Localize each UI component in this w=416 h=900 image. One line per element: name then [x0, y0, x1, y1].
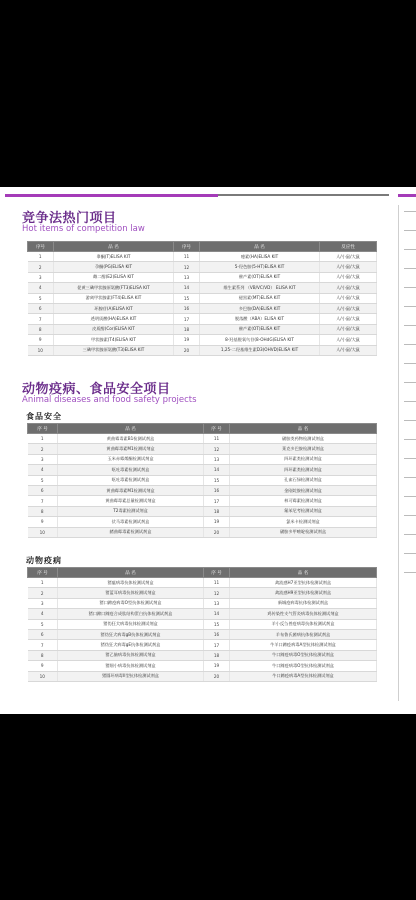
table-cell: 呕吐毒素检测试剂盒: [58, 465, 204, 475]
table-cell: 1: [28, 434, 58, 444]
table-cell: 透明质酸(HA)ELISA KIT: [54, 314, 174, 324]
table-row: [28, 527, 377, 537]
table-cell: 猪蓝耳病毒抗体检测试剂盒: [58, 588, 204, 598]
table-row: [28, 283, 377, 293]
food-safety-table: [27, 423, 377, 538]
table-cell: 9: [28, 335, 54, 345]
table-cell: 17: [204, 496, 230, 506]
table-cell: 金刚烷胺检测试剂盒: [230, 485, 377, 495]
table-cell: 18: [204, 650, 230, 660]
table-cell: 猪乙脑病毒抗体检测试剂盒: [58, 650, 204, 660]
divider-line: [218, 194, 389, 196]
table-cell: 1,25-二羟基维生素D3(OHVD)ELISA KIT: [200, 345, 320, 355]
column-header: 序 号: [28, 424, 58, 434]
table-row: [28, 475, 377, 485]
table-cell: 7: [28, 496, 58, 506]
table-cell: 多巴胺(DA)ELISA KIT: [200, 303, 320, 313]
table-cell: 12: [204, 444, 230, 454]
table-cell: 11: [174, 252, 200, 262]
table-cell: 19: [174, 335, 200, 345]
table-row: [28, 629, 377, 639]
table-cell: 牛羊口蹄疫病毒A型抗体检测试剂盒: [230, 640, 377, 650]
table-row: [28, 434, 377, 444]
table-row: [28, 517, 377, 527]
table-row: [28, 496, 377, 506]
table-row: [28, 650, 377, 660]
table-cell: 5: [28, 619, 58, 629]
table-cell: 甲状腺素(T4)ELISA KIT: [54, 335, 174, 345]
table-cell: 人/小鼠/大鼠: [320, 293, 377, 303]
animal-disease-heading: 动物疫病: [26, 556, 62, 565]
table-cell: 10: [28, 527, 58, 537]
column-header: 品 名: [230, 424, 377, 434]
table-cell: 13: [174, 272, 200, 282]
table-cell: 牛口蹄疫病毒O型抗体检测试剂盒: [230, 661, 377, 671]
table-cell: 5: [28, 293, 54, 303]
column-header: 序 号: [28, 568, 58, 578]
table-cell: 13: [204, 598, 230, 608]
table-cell: 1: [28, 578, 58, 588]
table-cell: 猪伪狂犬病毒抗体检测试剂盒: [58, 619, 204, 629]
table-cell: 四环素类检测试剂盒: [230, 465, 377, 475]
table-cell: 黄曲霉毒素M1检测试剂盒: [58, 485, 204, 495]
table-cell: 鸡传染性支气管炎病毒抗体检测试剂盒: [230, 609, 377, 619]
table-cell: 9: [28, 661, 58, 671]
table-row: [28, 303, 377, 313]
table-cell: 新城疫病毒抗体检测试剂盒: [230, 598, 377, 608]
table-cell: 18: [174, 324, 200, 334]
table-cell: 人/小鼠/大鼠: [320, 283, 377, 293]
table-cell: 呕吐毒素检测试剂盒: [58, 475, 204, 485]
column-header: 序号: [174, 242, 200, 252]
column-header: 品 名: [58, 568, 204, 578]
table-cell: 人/小鼠/大鼠: [320, 303, 377, 313]
table-row: [28, 293, 377, 303]
table-row: [28, 252, 377, 262]
table-cell: 猪口蹄口蹄疫合成肽结构蛋白抗体检测试剂盒: [58, 609, 204, 619]
table-cell: 15: [204, 475, 230, 485]
table-cell: 15: [204, 619, 230, 629]
table-cell: 2: [28, 444, 58, 454]
table-cell: 8: [28, 324, 54, 334]
table-cell: 莱克多巴胺检测试剂盒: [230, 444, 377, 454]
document-page: [0, 187, 416, 714]
table-cell: 猪细小病毒抗体检测试剂盒: [58, 661, 204, 671]
column-header: 序 号: [204, 424, 230, 434]
table-cell: 猪瘟病毒抗体检测试剂盒: [58, 578, 204, 588]
table-cell: 3: [28, 272, 54, 282]
table-cell: 14: [204, 609, 230, 619]
table-cell: 黄曲霉毒素总量检测试剂盒: [58, 496, 204, 506]
table-cell: 氯米卡检测试剂盒: [230, 517, 377, 527]
table-row: [28, 485, 377, 495]
table-cell: 4: [28, 609, 58, 619]
table-row: [28, 454, 377, 464]
table-cell: 3: [28, 598, 58, 608]
table-row: [28, 345, 377, 355]
table-cell: 14: [174, 283, 200, 293]
section2-title: 动物疫病、食品安全项目: [22, 382, 171, 397]
table-cell: 羊布鲁氏菌病抗体检测试剂盒: [230, 629, 377, 639]
column-header: 品 名: [54, 242, 174, 252]
table-cell: 7: [28, 640, 58, 650]
table-cell: 磺胺多甲嘧啶检测试剂盒: [230, 527, 377, 537]
table-cell: 人/小鼠/大鼠: [320, 345, 377, 355]
section1-title: 竞争法热门项目: [22, 211, 117, 226]
table-cell: 褪黑素(MT)ELISA KIT: [200, 293, 320, 303]
table-cell: 8: [28, 506, 58, 516]
table-cell: 19: [204, 661, 230, 671]
section1-subtitle: Hot items of competition law: [22, 224, 145, 234]
animal-disease-table: [27, 567, 377, 682]
table-cell: 5-羟色胺(5-HT)ELISA KIT: [200, 262, 320, 272]
table-cell: 赭曲霉毒素检测试剂盒: [58, 527, 204, 537]
table-cell: 3: [28, 454, 58, 464]
table-cell: 10: [28, 671, 58, 681]
accent-line-next-page: [398, 194, 416, 197]
table-cell: 9: [28, 517, 58, 527]
table-cell: 猪伪狂犬病毒gB抗体检测试剂盒: [58, 629, 204, 639]
table-row: [28, 578, 377, 588]
table-cell: 7: [28, 314, 54, 324]
table-cell: 羊小反刍兽疫病毒抗体检测试剂盒: [230, 619, 377, 629]
table-cell: 2: [28, 262, 54, 272]
table-cell: 16: [204, 485, 230, 495]
table-cell: 人/小鼠/大鼠: [320, 324, 377, 334]
table-cell: 催产素(OT)ELISA KIT: [200, 324, 320, 334]
table-cell: 20: [174, 345, 200, 355]
table-cell: 牛口蹄疫病毒O型抗体检测试剂盒: [230, 650, 377, 660]
food-safety-heading: 食品安全: [26, 412, 62, 421]
table-row: [28, 324, 377, 334]
table-cell: 牛口蹄疫病毒A型抗体检测试剂盒: [230, 671, 377, 681]
table-row: [28, 640, 377, 650]
table-row: [28, 598, 377, 608]
table-row: [28, 619, 377, 629]
table-cell: 8: [28, 650, 58, 660]
table-cell: 催产素(OT)ELISA KIT: [200, 272, 320, 282]
table-cell: 12: [174, 262, 200, 272]
column-header: 品 名: [200, 242, 320, 252]
table-cell: 13: [204, 454, 230, 464]
table-cell: 16: [174, 303, 200, 313]
table-cell: 1: [28, 252, 54, 262]
table-cell: 6: [28, 629, 58, 639]
table-row: [28, 506, 377, 516]
table-row: [28, 661, 377, 671]
table-cell: 维生素系列 （VB/VC/VD） ELISA KIT: [200, 283, 320, 293]
table-cell: 禽流感H7亚型抗体检测试剂盒: [230, 578, 377, 588]
table-cell: 14: [204, 465, 230, 475]
table-cell: 林可霉素检测试剂盒: [230, 496, 377, 506]
table-row: [28, 465, 377, 475]
table-cell: 雌二醇(E2)ELISA KIT: [54, 272, 174, 282]
table-cell: 脱落酸（ABA）ELISA KIT: [200, 314, 320, 324]
column-header: 序 号: [204, 568, 230, 578]
table-cell: 孔雀石绿检测试剂盒: [230, 475, 377, 485]
table-cell: T2毒素检测试剂盒: [58, 506, 204, 516]
table-cell: 猪圆环病毒II型抗体检测试剂盒: [58, 671, 204, 681]
table-cell: 17: [174, 314, 200, 324]
table-cell: 6: [28, 303, 54, 313]
table-cell: 16: [204, 629, 230, 639]
table-cell: 孕酮(PG)ELISA KIT: [54, 262, 174, 272]
column-header: 反应性: [320, 242, 377, 252]
table-cell: 猪口蹄疫病毒O型抗体检测试剂盒: [58, 598, 204, 608]
table-cell: 8-羟基脱氧鸟苷(8-OHdG)ELISA KIT: [200, 335, 320, 345]
table-row: [28, 262, 377, 272]
table-cell: 禽流感H9亚型抗体检测试剂盒: [230, 588, 377, 598]
table-cell: 11: [204, 434, 230, 444]
table-cell: 人/小鼠/大鼠: [320, 252, 377, 262]
accent-line: [5, 194, 218, 197]
table-cell: 三碘甲状腺原氨酸(T3)ELISA KIT: [54, 345, 174, 355]
table-row: [28, 335, 377, 345]
table-row: [28, 609, 377, 619]
next-page-edge: [404, 211, 416, 691]
table-row: [28, 444, 377, 454]
table-cell: 玉米赤霉烯酮检测试剂盒: [58, 454, 204, 464]
table-cell: 20: [204, 671, 230, 681]
table-cell: 20: [204, 527, 230, 537]
table-cell: 12: [204, 588, 230, 598]
table-cell: 人/小鼠/大鼠: [320, 272, 377, 282]
table-cell: 促黄三碘甲状腺原氨酸(FT3)ELISA KIT: [54, 283, 174, 293]
table-cell: 伏马毒素检测试剂盒: [58, 517, 204, 527]
column-header: 品 名: [58, 424, 204, 434]
table-cell: 皮质醇(Cor)ELISA KIT: [54, 324, 174, 334]
table-cell: 4: [28, 465, 58, 475]
page-divider: [398, 205, 399, 701]
table-cell: 2: [28, 588, 58, 598]
table-cell: 人/小鼠/大鼠: [320, 262, 377, 272]
table-cell: 猪伪狂犬病毒gE抗体检测试剂盒: [58, 640, 204, 650]
table-cell: 人/小鼠/大鼠: [320, 335, 377, 345]
table-cell: 19: [204, 517, 230, 527]
column-header: 品 名: [230, 568, 377, 578]
table-cell: 氟苯尼考检测试剂盒: [230, 506, 377, 516]
table-cell: 4: [28, 283, 54, 293]
table-cell: 磺胺类药物检测试剂盒: [230, 434, 377, 444]
table-cell: 游离甲状腺素(FT4)ELISA KIT: [54, 293, 174, 303]
table-cell: 6: [28, 485, 58, 495]
table-cell: 瘦素(HA)ELISA KIT: [200, 252, 320, 262]
table-row: [28, 671, 377, 681]
section2-subtitle: Animal diseases and food safety projects: [22, 395, 197, 405]
table-cell: 15: [174, 293, 200, 303]
column-header: 序号: [28, 242, 54, 252]
table-cell: 环腺苷(A)ELISA KIT: [54, 303, 174, 313]
table-row: [28, 272, 377, 282]
table-cell: 5: [28, 475, 58, 485]
hot-items-table: [27, 241, 377, 356]
table-cell: 18: [204, 506, 230, 516]
table-cell: 17: [204, 640, 230, 650]
table-cell: 睾酮(T)ELISA KIT: [54, 252, 174, 262]
table-cell: 黄曲霉毒素M1检测试剂盒: [58, 444, 204, 454]
table-cell: 10: [28, 345, 54, 355]
table-row: [28, 314, 377, 324]
table-cell: 人/小鼠/大鼠: [320, 314, 377, 324]
table-cell: 四环素类检测试剂盒: [230, 454, 377, 464]
table-cell: 黄曲霉毒素B1检测试剂盒: [58, 434, 204, 444]
table-cell: 11: [204, 578, 230, 588]
table-row: [28, 588, 377, 598]
